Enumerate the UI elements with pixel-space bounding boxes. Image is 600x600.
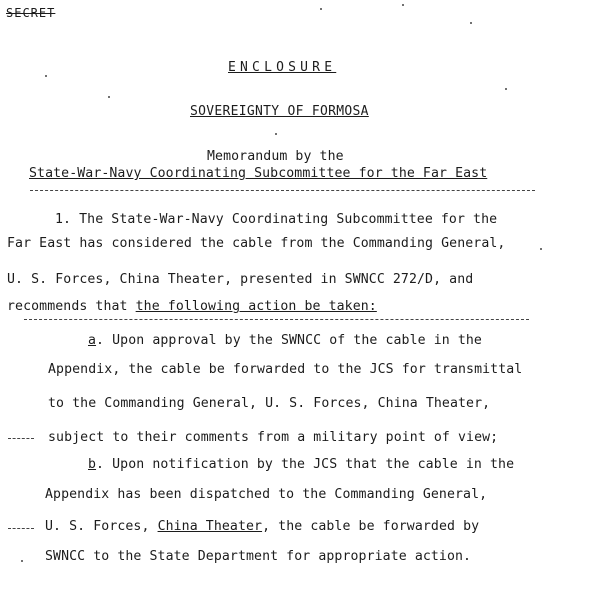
paragraph-1-line-2: Far East has considered the cable from the Commanding General, (7, 236, 506, 251)
item-b-line-4: SWNCC to the State Department for appropriate action. (45, 549, 472, 564)
item-a-letter: a (88, 333, 97, 348)
paragraph-1-line-4-underlined: the following action be taken: (135, 299, 377, 314)
item-a-line-1-text: . Upon approval by the SWNCC of the cable in the (96, 333, 482, 348)
item-a-line-2: Appendix, the cable be forwarded to the JCS for transmittal (48, 362, 523, 377)
item-b-line-3-underlined: China Theater (157, 519, 263, 534)
memo-header-line-2: State-War-Navy Coordinating Subcommittee for the Far East (29, 166, 488, 181)
scan-speck (275, 133, 277, 135)
margin-dash-1 (8, 438, 34, 439)
enclosure-heading: ENCLOSURE (228, 60, 337, 75)
document-title: SOVEREIGNTY OF FORMOSA (190, 104, 369, 119)
header-rule (30, 190, 535, 191)
classification-stamp: SECRET (6, 6, 56, 20)
scan-speck (108, 96, 110, 98)
scan-speck (470, 22, 472, 24)
scan-speck (540, 248, 542, 250)
item-b-letter: b (88, 457, 97, 472)
paragraph-1-line-1: 1. The State-War-Navy Coordinating Subcommittee for the (55, 212, 498, 227)
item-b-line-3-start: U. S. Forces, (45, 519, 158, 534)
paragraph-1-line-3: U. S. Forces, China Theater, presented in SWNCC 272/D, and (7, 272, 474, 287)
item-b-line-2: Appendix has been dispatched to the Commanding General, (45, 487, 488, 502)
scan-speck (21, 560, 23, 562)
paragraph-1-line-4-start: recommends that (7, 299, 136, 314)
item-b-line-1 (88, 457, 514, 473)
item-a-line-3: to the Commanding General, U. S. Forces, China Theater, (48, 396, 491, 411)
scan-speck (402, 4, 404, 6)
item-b-line-3 (45, 519, 479, 535)
scan-speck (505, 88, 507, 90)
scan-speck (320, 8, 322, 10)
memo-header-line-1: Memorandum by the (207, 149, 344, 164)
scan-speck (45, 75, 47, 77)
paragraph-1-line-4 (7, 299, 377, 315)
item-b-line-1-text: . Upon notification by the JCS that the cable in the (96, 457, 515, 472)
item-a-line-4: subject to their comments from a military point of view; (48, 430, 499, 445)
item-a-line-1 (88, 333, 482, 349)
margin-dash-2 (8, 528, 34, 529)
paragraph-1-rule (24, 319, 529, 320)
item-b-line-3-end: , the cable be forwarded by (262, 519, 480, 534)
